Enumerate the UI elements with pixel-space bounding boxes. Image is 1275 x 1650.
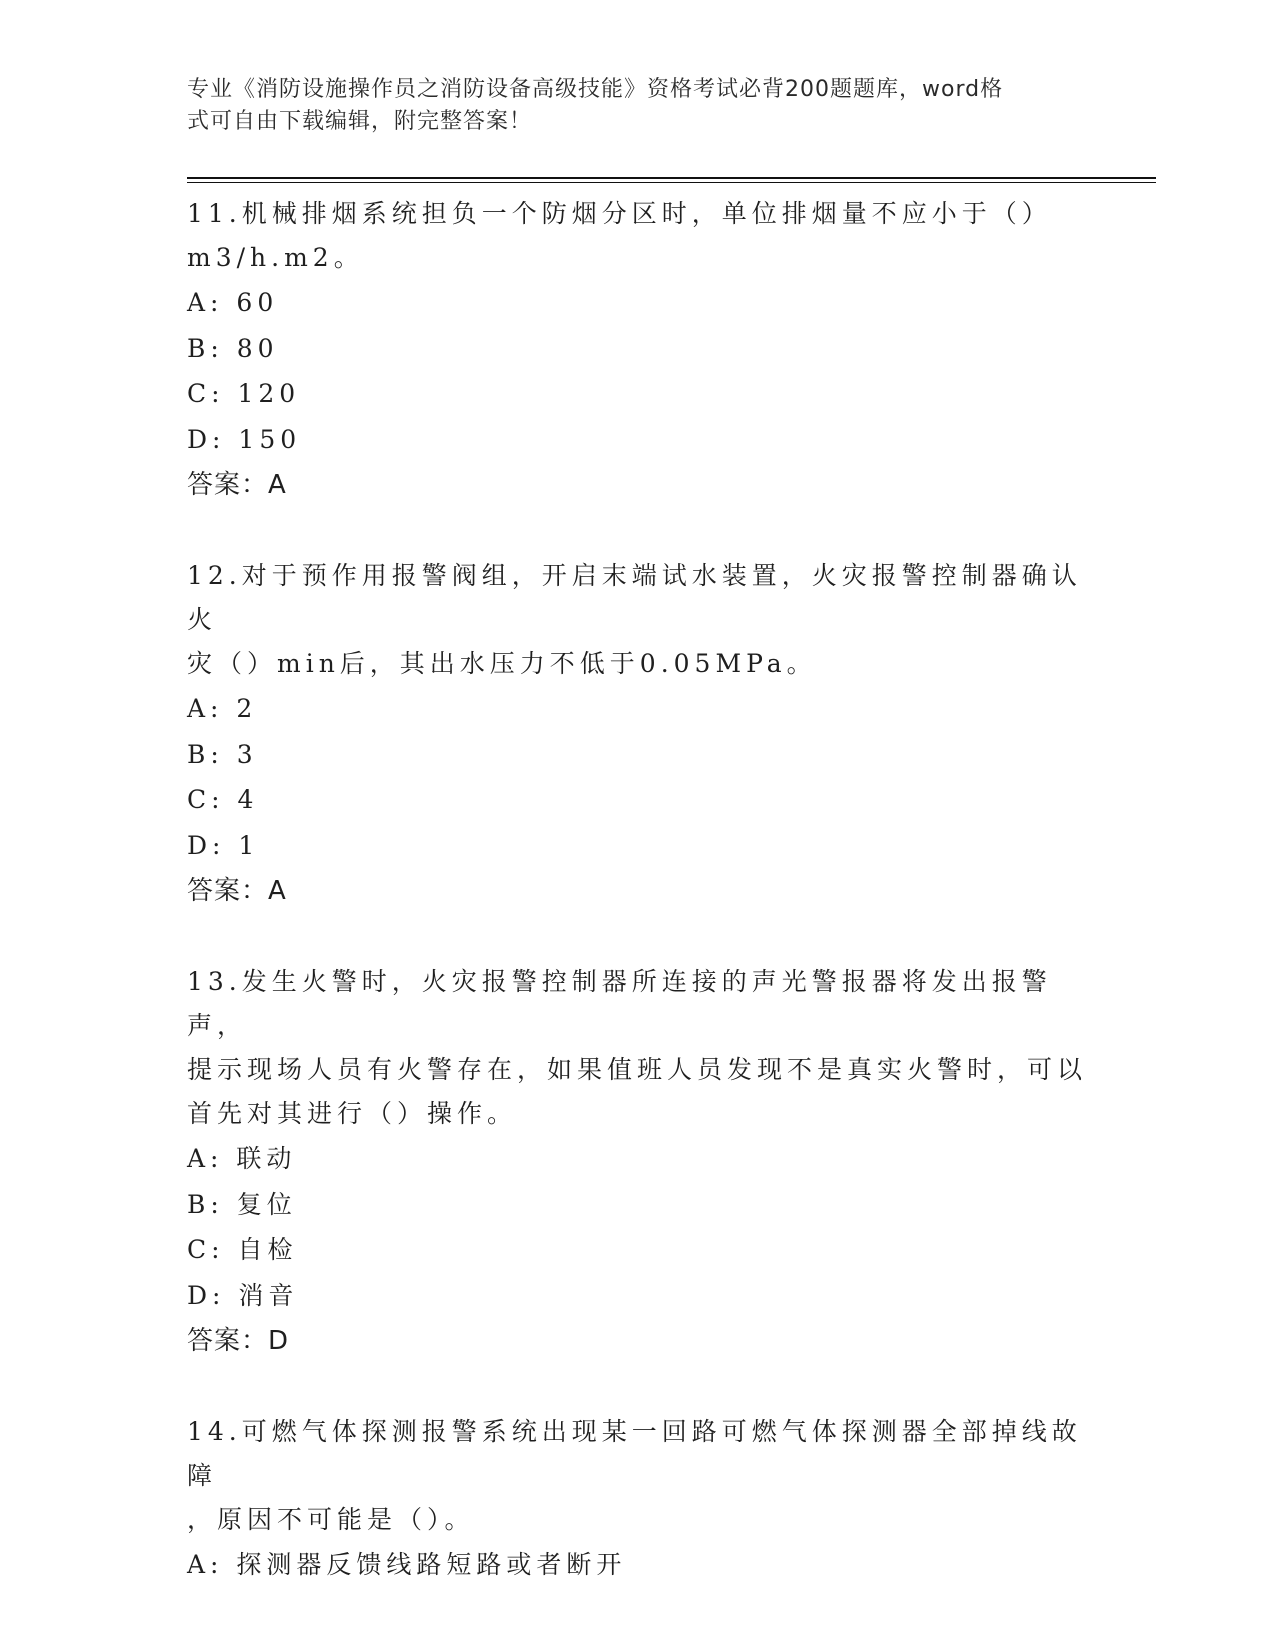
question-text-line: 13.发生火警时，火灾报警控制器所连接的声光警报器将发出报警声，	[187, 967, 1052, 1040]
option-a: A: 60	[187, 288, 279, 317]
option-c: C: 120	[187, 379, 301, 408]
question-text-line: 提示现场人员有火警存在，如果值班人员发现不是真实火警时，可以	[187, 1055, 1088, 1084]
option-a: A: 2	[187, 694, 258, 723]
question-text-line: m3/h.m2。	[187, 243, 364, 272]
header-divider-thick	[187, 177, 1156, 179]
option-b: B: 3	[187, 739, 258, 769]
question-text-line: 灾（）min后，其出水压力不低于0.05MPa。	[187, 649, 817, 678]
option-c: C: 自检	[187, 1235, 298, 1264]
option-b: B: 80	[187, 333, 279, 363]
question-list	[187, 192, 1087, 1588]
option-d: D: 1	[187, 830, 260, 860]
question-text-line: 11.机械排烟系统担负一个防烟分区时，单位排烟量不应小于（）	[187, 199, 1052, 228]
question-text-line: ，原因不可能是（）。	[187, 1505, 475, 1534]
header-line-1: 专业《消防设施操作员之消防设备高级技能》资格考试必背200题题库，word格	[187, 77, 1004, 102]
question-text-line: 12.对于预作用报警阀组，开启末端试水装置，火灾报警控制器确认火	[187, 561, 1082, 634]
question-text-line: 首先对其进行（）操作。	[187, 1099, 518, 1128]
option-a: A: 联动	[187, 1144, 297, 1173]
question-11	[187, 192, 1087, 508]
answer-line: 答案：A	[187, 470, 287, 500]
option-d: D: 消音	[187, 1280, 299, 1310]
header-divider-thin	[187, 182, 1156, 183]
option-d: D: 150	[187, 424, 302, 454]
option-a: A: 探测器反馈线路短路或者断开	[187, 1550, 627, 1579]
document-header	[187, 74, 1067, 138]
option-b: B: 复位	[187, 1189, 297, 1219]
option-c: C: 4	[187, 785, 259, 814]
question-12	[187, 554, 1087, 914]
answer-line: 答案：D	[187, 1326, 290, 1356]
question-text-line: 14.可燃气体探测报警系统出现某一回路可燃气体探测器全部掉线故障	[187, 1417, 1082, 1490]
header-line-2: 式可自由下载编辑，附完整答案！	[187, 109, 533, 134]
answer-line: 答案：A	[187, 876, 287, 906]
question-14	[187, 1410, 1087, 1588]
question-13	[187, 960, 1087, 1364]
